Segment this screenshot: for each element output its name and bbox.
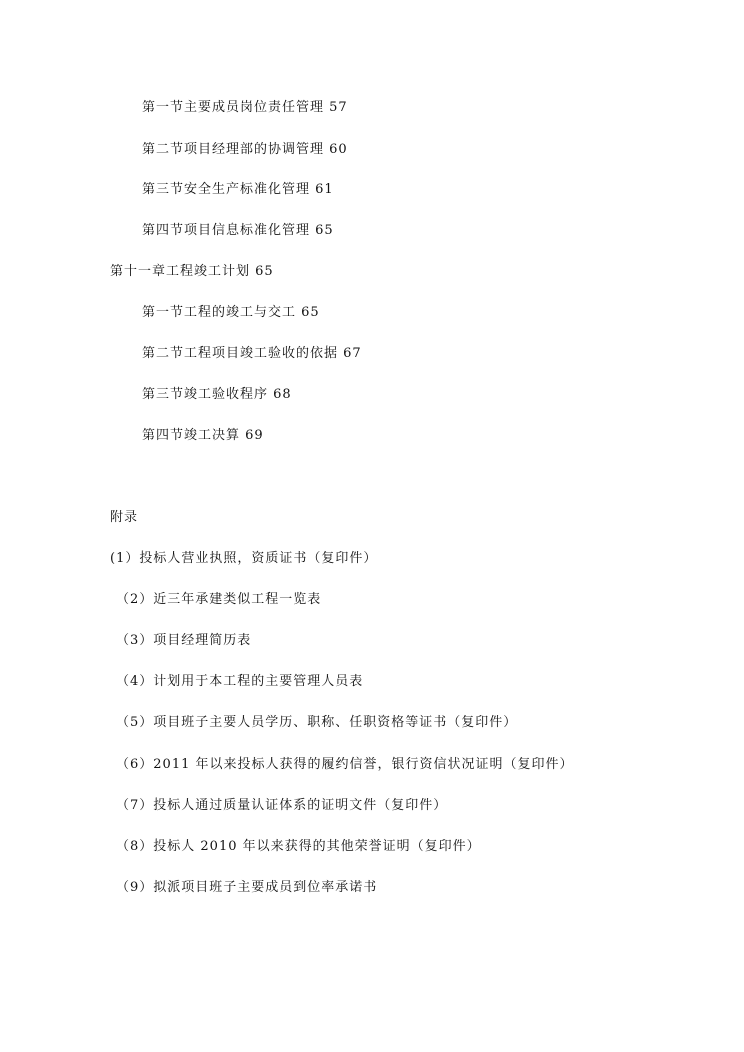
appendix-item: （3）项目经理简历表	[116, 633, 252, 648]
toc-section-item: 第三节竣工验收程序 68	[142, 387, 292, 402]
toc-section-item: 第二节工程项目竣工验收的依据 67	[142, 346, 362, 361]
appendix-item: （9）拟派项目班子主要成员到位率承诺书	[116, 880, 378, 895]
appendix-item: （7）投标人通过质量认证体系的证明文件（复印件）	[116, 798, 448, 813]
appendix-item: (1）投标人营业执照，资质证书（复印件）	[110, 551, 378, 566]
toc-chapter-heading: 第十一章工程竣工计划 65	[110, 264, 274, 279]
appendix-item: （4）计划用于本工程的主要管理人员表	[116, 674, 364, 689]
appendix-title: 附录	[110, 510, 139, 525]
toc-section-item: 第三节安全生产标准化管理 61	[142, 182, 334, 197]
appendix-item: （6）2011 年以来投标人获得的履约信誉，银行资信状况证明（复印件）	[116, 757, 574, 772]
toc-section-item: 第四节竣工决算 69	[142, 428, 264, 443]
toc-section-item: 第二节项目经理部的协调管理 60	[142, 142, 348, 157]
appendix-item: （2）近三年承建类似工程一览表	[116, 592, 322, 607]
toc-section-item: 第四节项目信息标准化管理 65	[142, 223, 334, 238]
toc-section-item: 第一节工程的竣工与交工 65	[142, 305, 320, 320]
toc-section-item: 第一节主要成员岗位责任管理 57	[142, 100, 348, 115]
appendix-item: （8）投标人 2010 年以来获得的其他荣誉证明（复印件）	[116, 839, 481, 854]
appendix-item: （5）项目班子主要人员学历、职称、任职资格等证书（复印件）	[116, 715, 518, 730]
